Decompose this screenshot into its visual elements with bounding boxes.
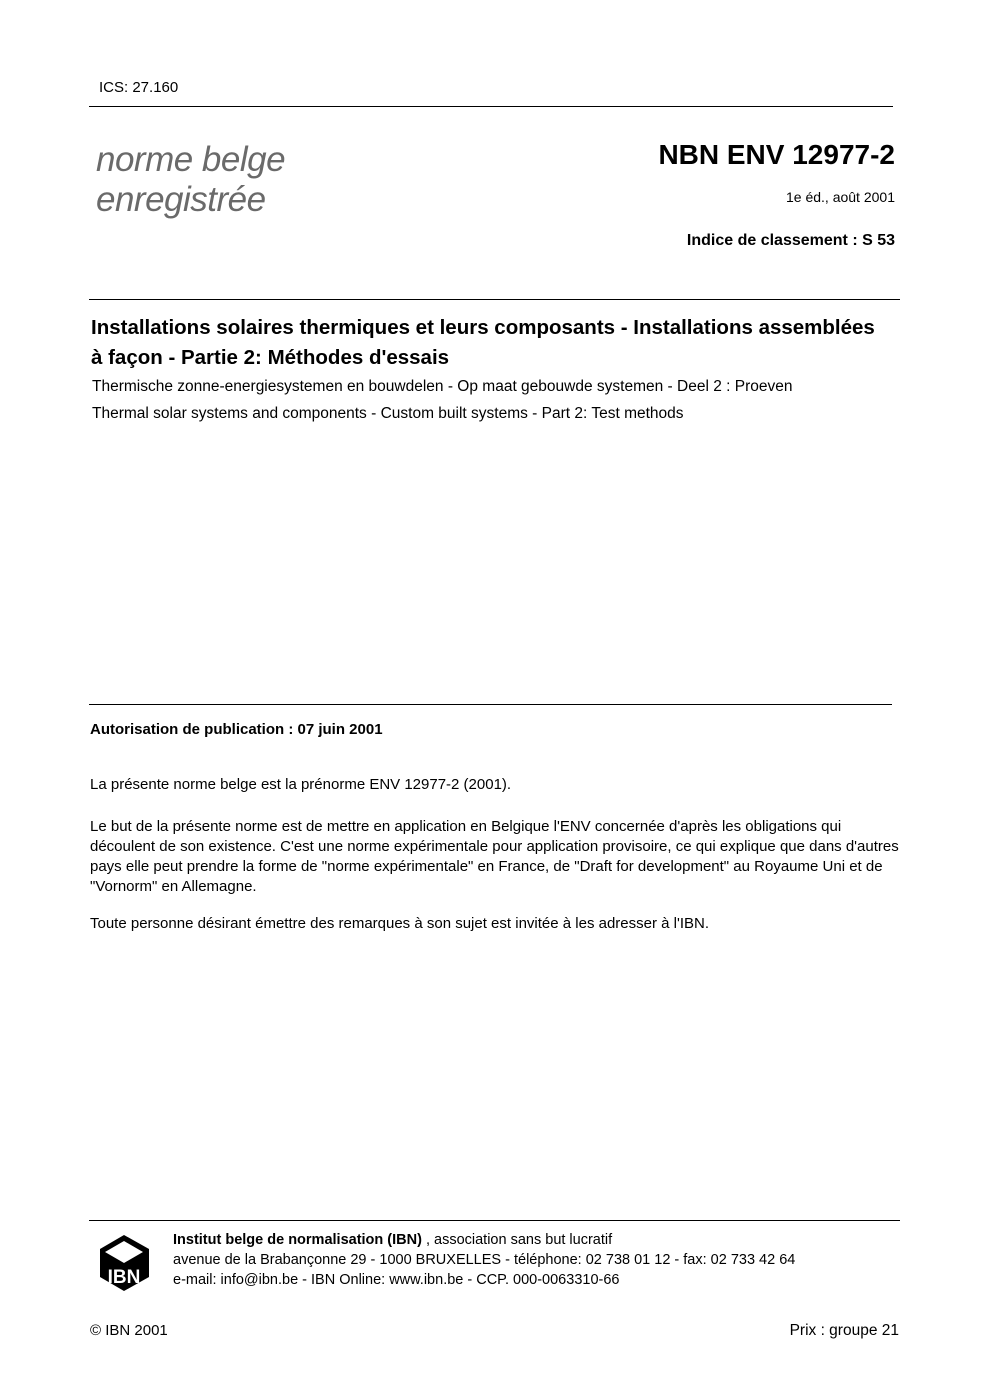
standard-code: NBN ENV 12977-2 [658, 139, 895, 170]
edition-date: 1e éd., août 2001 [786, 189, 895, 205]
title-divider [89, 299, 900, 300]
paragraph-remarks: Toute personne désirant émettre des remarques à son sujet est invitée à les adresser à l'IBN. [90, 915, 710, 932]
body-divider [89, 704, 892, 705]
brand-line-1: norme belge [96, 140, 286, 179]
price-group: Prix : groupe 21 [789, 1322, 899, 1339]
paragraph-purpose: Le but de la présente norme est de mettre en application en Belgique l'ENV concernée d'après les obligations qui découlent de son existence. C'est une norme expérimentale pour application provisoire, ce qui explique que dans d'autres pays elle peut prendre la forme de "norme expérimentale" en France, de "Draft for development" au Royaume Uni et de "Vornorm" en Allemagne. [90, 818, 899, 895]
ics-code: ICS: 27.160 [99, 79, 179, 96]
organization-info [173, 1230, 795, 1290]
ibn-logo-lettering: IBN [107, 1267, 141, 1288]
copyright: © IBN 2001 [90, 1322, 168, 1339]
title-french: Installations solaires thermiques et leurs composants - Installations assemblées à façon - Partie 2: Méthodes d'essais [91, 316, 875, 369]
title-english: Thermal solar systems and components - Custom built systems - Part 2: Test methods [92, 405, 684, 422]
organization-name-line [173, 1230, 795, 1250]
classification-index: Indice de classement : S 53 [686, 232, 895, 249]
header-divider [89, 106, 893, 107]
organization-name: Institut belge de normalisation (IBN) [173, 1232, 422, 1248]
title-dutch: Thermische zonne-energiesystemen en bouwdelen - Op maat gebouwde systemen - Deel 2 : Proeven [92, 378, 793, 395]
publication-authorization: Autorisation de publication : 07 juin 2001 [90, 721, 383, 738]
footer-divider [89, 1220, 900, 1221]
brand-line-2: enregistrée [96, 180, 266, 219]
organization-address: avenue de la Brabançonne 29 - 1000 BRUXELLES - téléphone: 02 738 01 12 - fax: 02 733 42 64 [173, 1252, 796, 1268]
organization-type: , association sans but lucratif [421, 1232, 613, 1248]
brand-title [96, 140, 285, 220]
paragraph-prenorm: La présente norme belge est la prénorme ENV 12977-2 (2001). [90, 776, 512, 793]
ibn-logo [97, 1233, 152, 1293]
organization-contact: e-mail: info@ibn.be - IBN Online: www.ibn.be - CCP. 000-0063310-66 [173, 1272, 620, 1288]
ibn-logo-icon [97, 1233, 152, 1293]
